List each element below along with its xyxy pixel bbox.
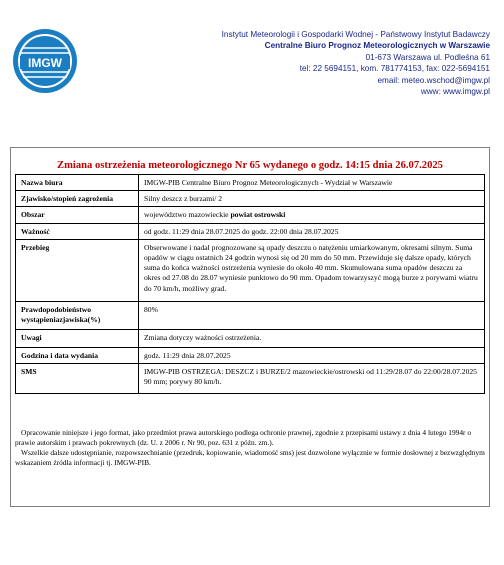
- validity-value: od godz. 11:29 dnia 28.07.2025 do godz. 22:00 dnia 28.07.2025: [139, 223, 485, 239]
- imgw-logo: [12, 28, 78, 94]
- copyright-paragraph: Opracowanie niniejsze i jego format, jako przedmiot prawa autorskiego podlega ochronie prawnej, zgodnie z przepisami ustawy z dnia 4 lutego 1994r o prawie autorskim i prawach pokrewnych (dz. U. z 2006 r. Nr 90, poz. 631 z późn. zm.).: [15, 428, 472, 447]
- copyright-footer: [15, 428, 485, 468]
- table-row: [16, 347, 485, 363]
- course-label: Przebieg: [16, 239, 139, 301]
- remarks-value: Zmiana dotyczy ważności ostrzeżenia.: [139, 329, 485, 347]
- table-row: [16, 223, 485, 239]
- table-row: [16, 301, 485, 329]
- warning-table: [15, 174, 485, 394]
- phone-fax: tel: 22 5694151, kom. 781774153, fax: 022-5694151: [299, 64, 490, 74]
- phenomenon-label: Zjawisko/stopień zagrożenia: [16, 191, 139, 207]
- table-row: [16, 239, 485, 301]
- issued-value: godz. 11:29 dnia 28.07.2025: [139, 347, 485, 363]
- probability-value: 80%: [139, 301, 485, 329]
- table-row: [16, 329, 485, 347]
- warning-document: [10, 147, 490, 507]
- office-name: Centralne Biuro Prognoz Meteorologicznych w Warszawie: [264, 41, 490, 51]
- address: 01-673 Warszawa ul. Podleśna 61: [365, 52, 490, 62]
- svg-text:IMGW: IMGW: [28, 56, 62, 70]
- course-value: Obserwowane i nadal prognozowane są opady deszczu o natężeniu umiarkowanym, okresami silnym. Suma opadów w ciągu ostatnich 24 godzin wynosi się od 20 mm do 50 mm. Przewiduje się dalsze opady, których suma do końca ważności ostrzeżenia wyniesie do około 40 mm. Skumulowana suma opadów deszczu za okres od 27.08 do 28.07 wyniesie punktowo do 90 mm. Opadom towarzyszyć mogą burze z porywami wiatru do 70 km/h, możliwy grad.: [139, 239, 485, 301]
- table-row: [16, 207, 485, 223]
- table-row: [16, 175, 485, 191]
- probability-label: Prawdopodobieństwo wystąpieniazjawiska(%): [16, 301, 139, 329]
- area-label: Obszar: [16, 207, 139, 223]
- issued-label: Godzina i data wydania: [16, 347, 139, 363]
- remarks-label: Uwagi: [16, 329, 139, 347]
- area-value: województwo mazowieckie powiat ostrowski: [139, 207, 485, 223]
- phenomenon-value: Silny deszcz z burzami/ 2: [139, 191, 485, 207]
- website-link[interactable]: www: www.imgw.pl: [420, 87, 490, 97]
- institute-name: Instytut Meteorologii i Gospodarki Wodnej - Państwowy Instytut Badawczy: [221, 30, 490, 39]
- distribution-paragraph: Wszelkie dalsze udostępnianie, rozpowszechnianie (przedruk, kopiowanie, wiadomość sms) jest dozwolone wyłącznie w formie dosłownej z bezwzględnym wskazaniem źródła informacji tj. IMGW-PIB.: [15, 448, 485, 467]
- office-label: Nazwa biura: [16, 175, 139, 191]
- email-link[interactable]: email: meteo.wschod@imgw.pl: [377, 75, 490, 85]
- warning-title: Zmiana ostrzeżenia meteorologicznego Nr 65 wydanego o godz. 14:15 dnia 26.07.2025: [57, 160, 443, 171]
- sms-label: SMS: [16, 364, 139, 394]
- sms-value: IMGW-PIB OSTRZEGA: DESZCZ i BURZE/2 mazowieckie/ostrowski od 11:29/28.07 do 22:00/28.07.2025 90 mm; porywy 80 km/h.: [139, 364, 485, 394]
- institute-header: [110, 29, 490, 97]
- office-value: IMGW-PIB Centralne Biuro Prognoz Meteorologicznych - Wydział w Warszawie: [139, 175, 485, 191]
- table-row: [16, 191, 485, 207]
- validity-label: Ważność: [16, 223, 139, 239]
- table-row: [16, 364, 485, 394]
